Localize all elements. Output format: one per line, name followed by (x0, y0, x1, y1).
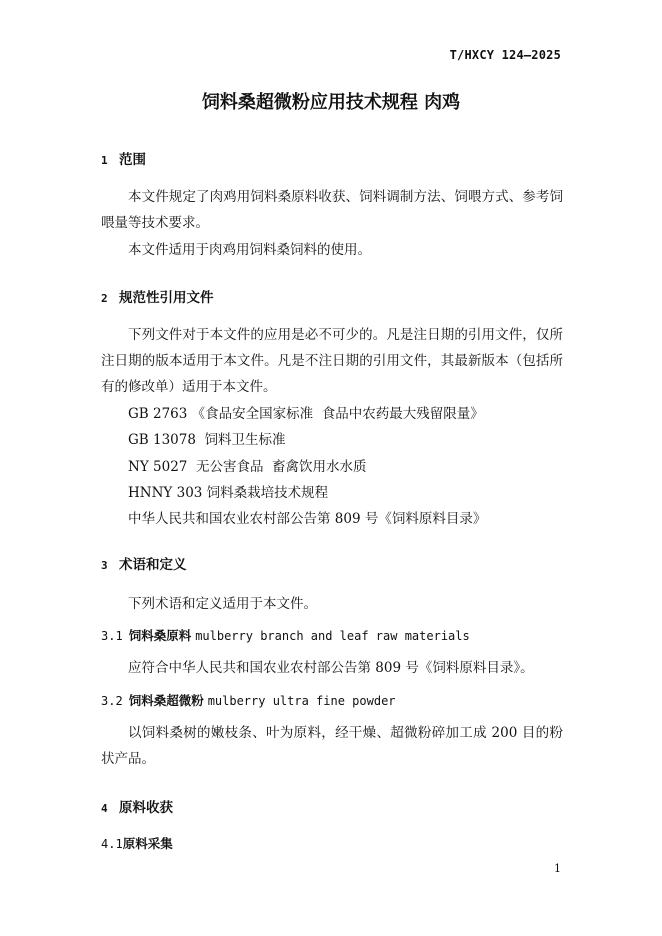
section-2-heading (101, 286, 214, 306)
reference-item: GB 13078 饲料卫生标准 (128, 432, 286, 448)
section-title: 规范性引用文件 (119, 290, 214, 306)
term-chinese: 饲料桑原料 (128, 628, 192, 643)
standard-code: T/HXCY 124—2025 (449, 48, 561, 62)
term-number: 3.1 (101, 629, 123, 643)
term-english: mulberry ultra fine powder (207, 694, 396, 708)
term-3-2-heading (101, 691, 396, 709)
section-1-paragraph-1: 本文件规定了肉鸡用饲料桑原料收获、饲料调制方法、饲喂方式、参考饲喂量等技术要求。 (101, 189, 563, 231)
section-title: 范围 (119, 152, 146, 168)
section-2-paragraph-1: 下列文件对于本文件的应用是必不可少的。凡是注日期的引用文件，仅所注日期的版本适用于本文件。凡是不注日期的引用文件，其最新版本（包括所有的修改单）适用于本文件。 (101, 327, 563, 395)
reference-item: 中华人民共和国农业农村部公告第 809 号《饲料原料目录》 (128, 511, 487, 527)
section-number: 4 (101, 802, 108, 815)
section-1-paragraph-2: 本文件适用于肉鸡用饲料桑饲料的使用。 (128, 242, 371, 258)
term-number: 3.2 (101, 694, 123, 708)
reference-item: HNNY 303 饲料桑栽培技术规程 (128, 485, 329, 501)
section-title: 术语和定义 (119, 557, 187, 573)
section-number: 1 (101, 154, 108, 167)
term-chinese: 饲料桑超微粉 (128, 693, 204, 708)
section-4-heading (101, 796, 173, 816)
document-title: 饲料桑超微粉应用技术规程 肉鸡 (201, 92, 461, 113)
subsection-title: 原料采集 (122, 836, 173, 851)
term-3-1-definition: 应符合中华人民共和国农业农村部公告第 809 号《饲料原料目录》。 (128, 660, 534, 676)
term-english: mulberry branch and leaf raw materials (195, 629, 470, 643)
term-3-2-definition: 以饲料桑树的嫩枝条、叶为原料，经干燥、超微粉碎加工成 200 目的粉状产品。 (101, 725, 563, 767)
term-3-1-heading (101, 626, 470, 644)
section-3-heading (101, 553, 187, 573)
page-number: 1 (554, 862, 561, 875)
subsection-number: 4.1 (101, 837, 123, 851)
reference-item: NY 5027 无公害食品 畜禽饮用水水质 (128, 459, 367, 475)
reference-item: GB 2763 《食品安全国家标准 食品中农药最大残留限量》 (128, 406, 484, 422)
section-3-paragraph-1: 下列术语和定义适用于本文件。 (128, 596, 317, 612)
subsection-4-1-heading (101, 834, 173, 852)
section-1-heading (101, 148, 146, 168)
section-number: 2 (101, 292, 108, 305)
section-title: 原料收获 (119, 800, 173, 816)
section-number: 3 (101, 559, 108, 572)
